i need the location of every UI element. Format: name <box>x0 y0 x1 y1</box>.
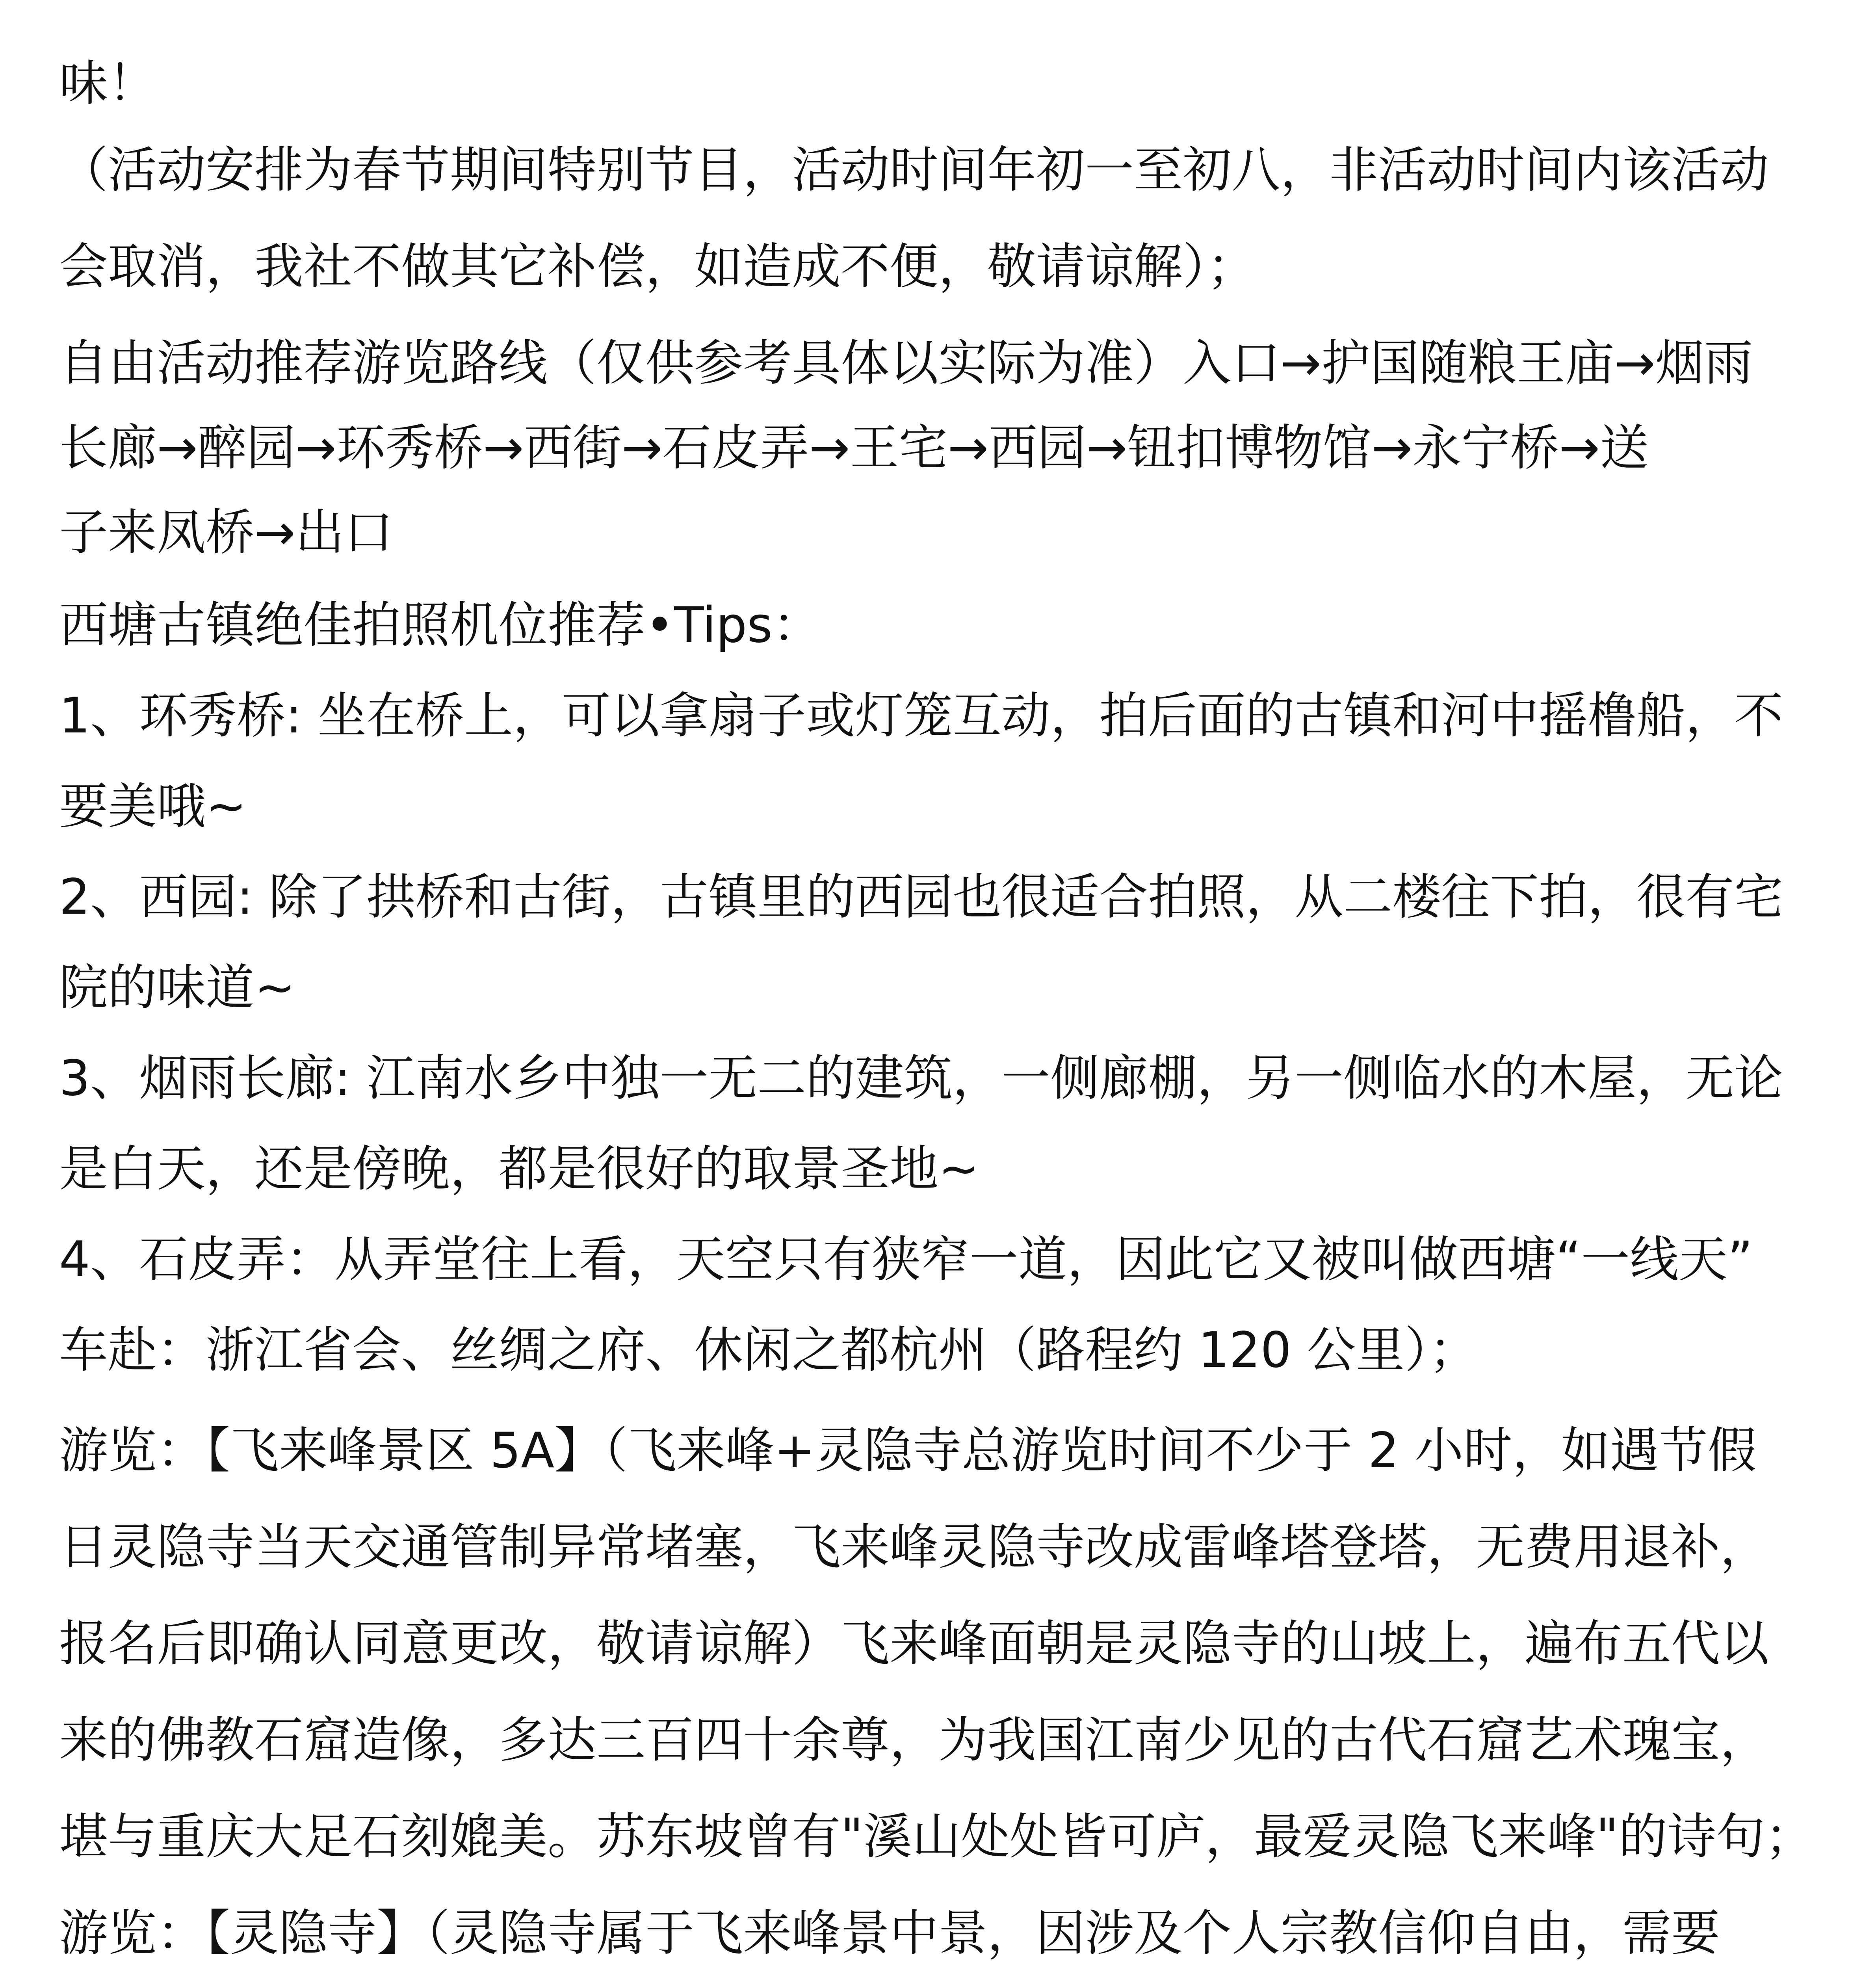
text-line: （活动安排为春节期间特别节目，活动时间年初一至初八，非活动时间内该活动 <box>59 142 1769 199</box>
text-line: 游览：【灵隐寺】（灵隐寺属于飞来峰景中景，因涉及个人宗教信仰自由，需要 <box>59 1905 1720 1962</box>
text-line: 味！ <box>59 55 157 112</box>
text-line: 来的佛教石窟造像，多达三百四十余尊，为我国江南少见的古代石窟艺术瑰宝， <box>59 1712 1769 1769</box>
text-line: 3、烟雨长廊: 江南水乡中独一无二的建筑，一侧廊棚，另一侧临水的木屋，无论 <box>59 1050 1783 1107</box>
text-line: 1、环秀桥: 坐在桥上，可以拿扇子或灯笼互动，拍后面的古镇和河中摇橹船，不 <box>59 688 1783 744</box>
text-line: 堪与重庆大足石刻媲美。苏东坡曾有"溪山处处皆可庐，最爱灵隐飞来峰"的诗句； <box>59 1808 1814 1865</box>
text-line: 子来凤桥→出口 <box>59 504 393 561</box>
text-line: 报名后即确认同意更改，敬请谅解）飞来峰面朝是灵隐寺的山坡上，遍布五代以 <box>59 1615 1769 1672</box>
text-line: 游览：【飞来峰景区 5A】（飞来峰+灵隐寺总游览时间不少于 2 小时，如遇节假 <box>59 1422 1757 1479</box>
text-line: 院的味道~ <box>59 959 295 1016</box>
text-line: 4、石皮弄：从弄堂往上看，天空只有狭窄一道，因此它又被叫做西塘“一线天” <box>59 1231 1753 1288</box>
text-line: 长廊→醉园→环秀桥→西街→石皮弄→王宅→西园→钮扣博物馆→永宁桥→送 <box>59 420 1649 476</box>
text-line: 是白天，还是傍晚，都是很好的取景圣地~ <box>59 1141 979 1197</box>
text-line: 自由活动推荐游览路线（仅供参考具体以实际为准）入口→护国随粮王庙→烟雨 <box>59 335 1753 392</box>
text-line: 车赴：浙江省会、丝绸之府、休闲之都杭州（路程约 120 公里）； <box>59 1322 1478 1379</box>
text-line: 会取消，我社不做其它补偿，如造成不便，敬请谅解）； <box>59 238 1256 295</box>
text-line: 西塘古镇绝佳拍照机位推荐•Tips： <box>59 597 821 654</box>
text-line: 2、西园: 除了拱桥和古街，古镇里的西园也很适合拍照，从二楼往下拍，很有宅 <box>59 869 1783 926</box>
text-line: 日灵隐寺当天交通管制异常堵塞，飞来峰灵隐寺改成雷峰塔登塔，无费用退补， <box>59 1519 1769 1576</box>
text-line: 要美哦~ <box>59 778 247 835</box>
